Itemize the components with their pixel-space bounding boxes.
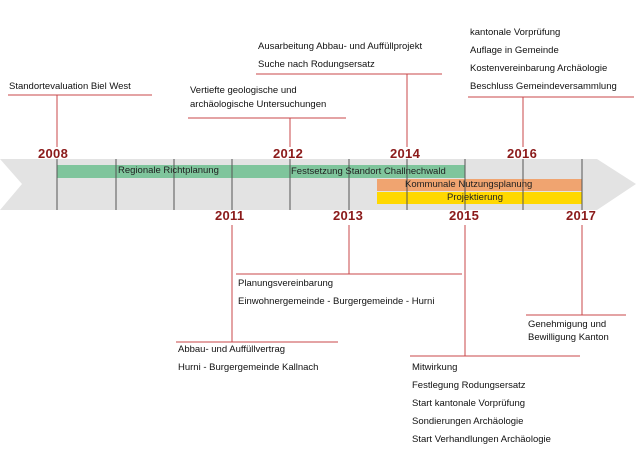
annotation-2012-line-1: Vertiefte geologische und [190,85,297,96]
year-2011: 2011 [215,208,245,223]
year-2012: 2012 [273,146,304,161]
annotation-2014 [258,38,422,74]
label-regionale-richtplanung: Regionale Richtplanung [118,165,219,176]
label-kommunale-nutzungsplanung: Kommunale Nutzungsplanung [405,179,533,190]
annotation-2012-line-2: archäologische Untersuchungen [190,99,327,110]
annotation-2015-line-2: Festlegung Rodungsersatz [412,380,526,391]
annotation-2014-line-1: Ausarbeitung Abbau- und Auffüllprojekt [258,41,423,52]
leader-lines [8,74,634,356]
annotation-2012 [190,84,326,112]
annotation-2008 [9,78,131,96]
year-2016: 2016 [507,146,538,161]
annotation-2016-line-2: Auflage in Gemeinde [470,45,559,56]
label-festsetzung-standort: Festsetzung Standort Challnechwald [291,166,446,177]
annotation-2017-line-2: Bewilligung Kanton [528,332,609,343]
annotation-2008-line-1: Standortevaluation Biel West [9,81,131,92]
annotation-2011-line-2: Hurni - Burgergemeinde Kallnach [178,362,319,373]
annotation-2011 [178,341,318,377]
annotation-2017 [528,318,609,344]
annotation-2015-line-4: Sondierungen Archäologie [412,416,524,427]
year-2008: 2008 [38,146,69,161]
year-2017: 2017 [566,208,597,223]
annotation-2016 [470,24,617,96]
annotation-2015-line-3: Start kantonale Vorprüfung [412,398,526,409]
annotation-2015-line-1: Mitwirkung [412,362,458,373]
annotation-2013-line-1: Planungsvereinbarung [238,278,334,289]
annotation-2015-line-5: Start Verhandlungen Archäologie [412,434,551,445]
year-2014: 2014 [390,146,421,161]
year-2015: 2015 [449,208,480,223]
annotation-2015 [412,359,551,449]
annotation-2016-line-4: Beschluss Gemeindeversammlung [470,81,617,92]
annotation-2013-line-2: Einwohnergemeinde - Burgergemeinde - Hurni [238,296,435,307]
annotation-2013 [238,275,434,311]
annotation-2016-line-1: kantonale Vorprüfung [470,27,561,38]
annotation-2016-line-3: Kostenvereinbarung Archäologie [470,63,608,74]
year-2013: 2013 [333,208,364,223]
annotation-2011-line-1: Abbau- und Auffüllvertrag [178,344,286,355]
annotation-2017-line-1: Genehmigung und [528,319,607,330]
annotation-2014-line-2: Suche nach Rodungsersatz [258,59,375,70]
label-projektierung: Projektierung [447,192,503,203]
